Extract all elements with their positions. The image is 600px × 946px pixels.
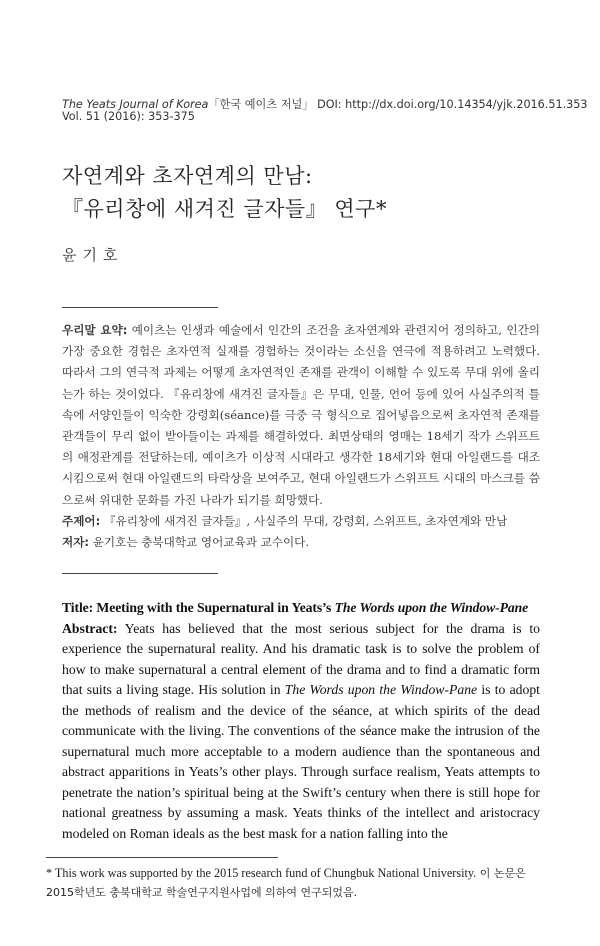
- footnote-divider: [46, 857, 278, 858]
- english-abstract-section: [62, 598, 540, 844]
- korean-abstract-label: 우리말 요약:: [62, 323, 128, 337]
- english-abstract-part2: is to adopt the methods of realism and the device of the séance, at which spirits of the dead communicate with the living. The conventions of the séance make the intrusion of the supernatural much more acceptable to a modern audience than the spontaneous and abstract apparitions in Yeats’s other plays. Through surface realism, Yeats attempts to penetrate the nation’s spiritual being at the Swift’s century when there is still hope for national greatness by assuming a mask. Yeats thinks of the intellect and aristocracy modeled on Roman ideals as the best mask for a nation falling into the: [62, 682, 540, 841]
- journal-name: The Yeats Journal of Korea: [62, 98, 209, 111]
- author-info: [62, 532, 540, 553]
- english-title-label: Title: Meeting with the Supernatural in Yeats’s: [62, 600, 335, 615]
- keywords-label: 주제어:: [62, 513, 101, 528]
- english-abstract: [62, 619, 540, 845]
- volume-pages: Vol. 51 (2016): 353-375: [62, 110, 195, 123]
- author-info-text: 윤기호는 충북대학교 영어교육과 교수이다.: [89, 535, 310, 550]
- author-name: 윤기호: [62, 246, 124, 264]
- paper-title-line1: 자연계와 초자연계의 만남:: [62, 164, 313, 188]
- korean-abstract-section: [62, 320, 540, 553]
- author-info-label: 저자:: [62, 535, 90, 550]
- english-title: [62, 598, 540, 619]
- english-abstract-part1: Yeats has believed that the most serious subject for the drama is to experience the supernatural reality. And his dramatic task is to solve the problem of how to make supernatural a central element of the drama and to find a dramatic form that suits a living stage. His solution in: [62, 620, 540, 697]
- english-abstract-work: The Words upon the Window-Pane: [284, 682, 478, 697]
- korean-abstract-text: 예이츠는 인생과 예술에서 인간의 조건을 초자연계와 관련지어 정의하고, 인간의 가장 중요한 경험은 초자연적 실재를 경험하는 것이라는 소신을 연극에 적용하려고 노력했다. 따라서 그의 연극적 과제는 어떻게 초자연적인 존재를 관객이 이해할 수 있도록 무대 위에 올리는가 하는 것이었다. 『유리창에 새겨진 글자들』은 무대, 인물, 언어 등에 있어 사실주의적 틀 속에 서양인들이 익숙한 강령회(séance)를 극중 극 형식으로 집어넣음으로써 초자연적 존재를 관객들이 무리 없이 받아들이는 과제를 해결하였다. 최면상태의 영매는 18세기 작가 스위프트의 애정관계를 전달하는데, 예이츠가 이상적 시대라고 생각한 18세기와 현대 아일랜드를 대조시킴으로써 현대 아일랜드의 타락상을 보여주고, 현대 아일랜드가 스위프트 시대의 마스크를 씀으로써 위대한 문화를 가진 나라가 되기를 희망했다.: [62, 323, 540, 507]
- english-abstract-label: Abstract:: [62, 620, 118, 636]
- keywords-text: 『유리창에 새겨진 글자들』, 사실주의 무대, 강령회, 스위프트, 초자연계와 만남: [100, 513, 508, 528]
- section-divider-top: [62, 307, 218, 308]
- footnote-english: * This work was supported by the 2015 research fund of Chungbuk National University.: [46, 866, 477, 880]
- doi-text: DOI: http://dx.doi.org/10.14354/yjk.2016.51.353: [313, 98, 588, 111]
- english-title-work: The Words upon the Window-Pane: [334, 600, 529, 615]
- footnote: [46, 864, 546, 902]
- paper-title-line2: 『유리창에 새겨진 글자들』 연구*: [62, 197, 387, 221]
- footnote-korean: 이 논문은 2015학년도 충북대학교 학술연구지원사업에 의하여 연구되었음.: [46, 867, 526, 899]
- journal-korean-name: 「한국 예이츠 저널」: [208, 98, 314, 111]
- korean-abstract: [62, 320, 540, 511]
- section-divider-middle: [62, 573, 218, 574]
- keywords: [62, 511, 540, 532]
